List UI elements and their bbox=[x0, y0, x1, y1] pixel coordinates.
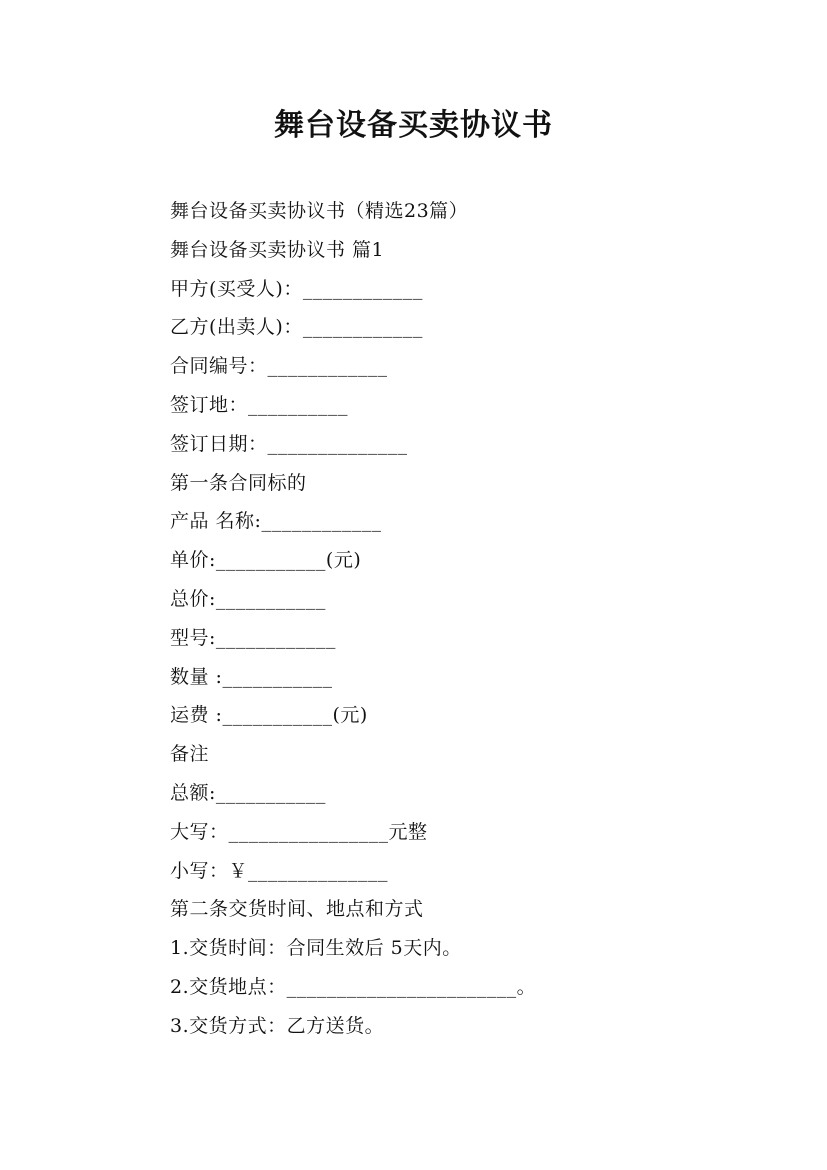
signing-date-field: 签订日期：______________ bbox=[170, 432, 408, 455]
quantity-field: 数量 :___________ bbox=[170, 665, 333, 688]
remarks-label: 备注 bbox=[170, 743, 210, 766]
freight-field: 运费 :___________(元) bbox=[170, 704, 368, 727]
total-amount-field: 总额:___________ bbox=[170, 781, 326, 804]
total-price-field: 总价:___________ bbox=[170, 587, 326, 610]
section-heading: 舞台设备买卖协议书 篇1 bbox=[170, 238, 385, 261]
document-body bbox=[170, 192, 790, 1046]
model-field: 型号:____________ bbox=[170, 626, 336, 649]
doc-subtitle: 舞台设备买卖协议书（精选23篇） bbox=[170, 200, 469, 222]
document-title: 舞台设备买卖协议书 bbox=[274, 108, 553, 143]
delivery-place-item: 2.交货地点：_______________________。 bbox=[170, 975, 537, 998]
article-2-heading: 第二条交货时间、地点和方式 bbox=[170, 898, 424, 921]
unit-price-field: 单价:___________(元) bbox=[170, 549, 362, 572]
party-b-field: 乙方(出卖人)：____________ bbox=[170, 316, 423, 339]
product-name-field: 产品 名称:____________ bbox=[170, 510, 382, 533]
delivery-method-item: 3.交货方式：乙方送货。 bbox=[170, 1014, 385, 1037]
contract-number-field: 合同编号：____________ bbox=[170, 355, 388, 378]
amount-in-figures-field: 小写：￥______________ bbox=[170, 859, 389, 882]
delivery-time-item: 1.交货时间：合同生效后 5天内。 bbox=[170, 937, 462, 960]
signing-place-field: 签订地：__________ bbox=[170, 393, 349, 416]
party-a-field: 甲方(买受人)：____________ bbox=[170, 277, 423, 300]
amount-in-words-field: 大写：________________元整 bbox=[170, 820, 428, 843]
article-1-heading: 第一条合同标的 bbox=[170, 471, 307, 494]
